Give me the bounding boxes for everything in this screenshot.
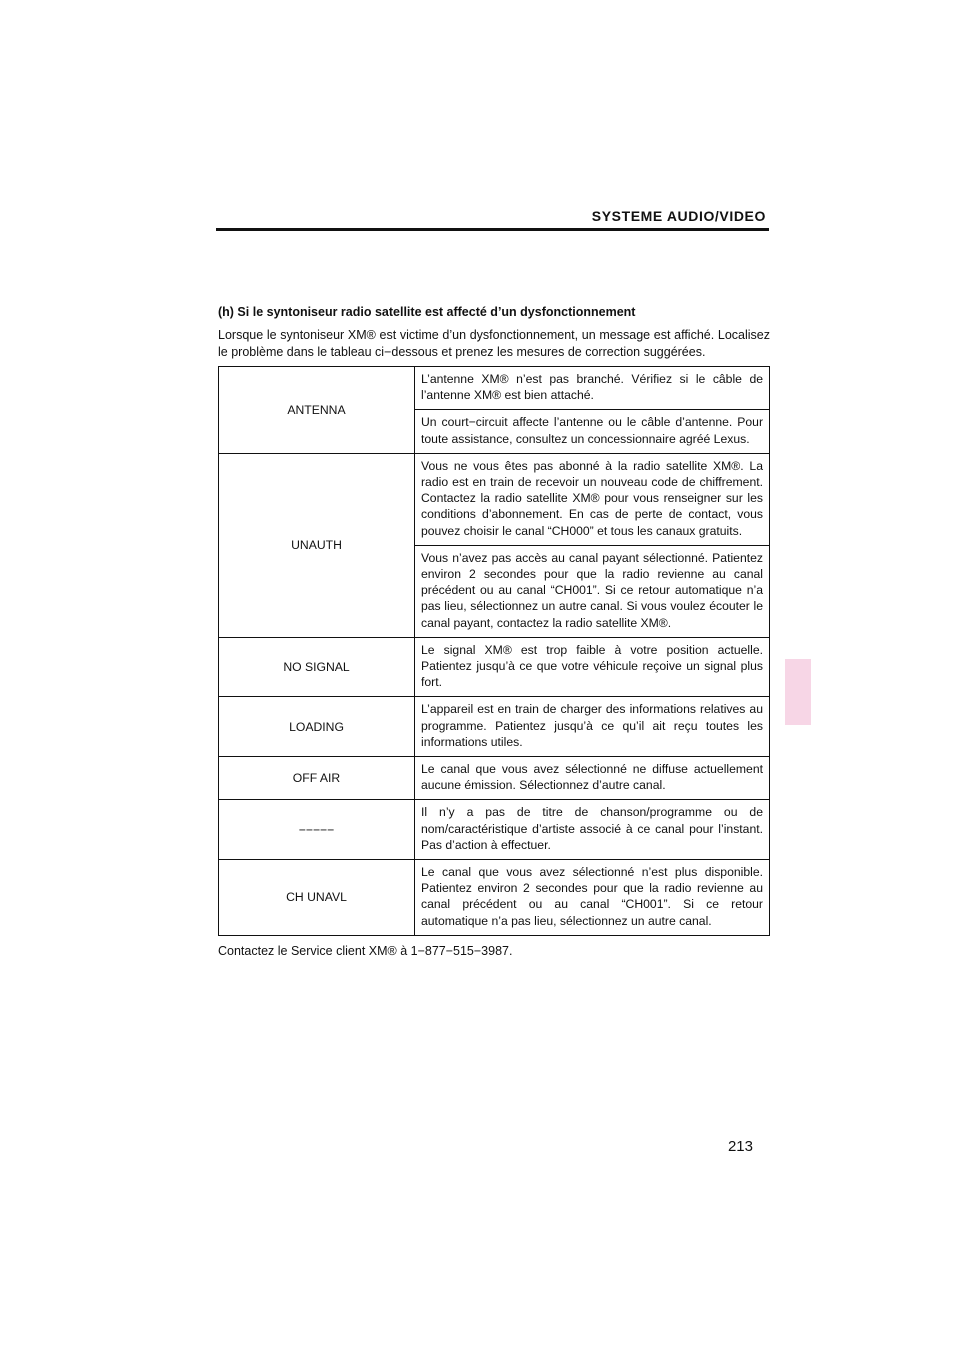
message-description: Vous ne vous êtes pas abonné à la radio satellite XM®. La radio est en train de recevoir un nouveau code de chiffrement. Contactez la radio satellite XM® pour vous renseigner sur les conditions d’abonnement. En cas de perte de contact, vous pouvez choisir le canal “CH000” et tous les canaux gratuits. [415,453,770,545]
message-code: ANTENNA [219,367,415,454]
service-contact-note: Contactez le Service client XM® à 1−877−515−3987. [218,943,513,958]
section-heading: (h) Si le syntoniseur radio satellite est affecté d’un dysfonctionnement [218,305,636,319]
table-row [219,637,770,697]
message-code: UNAUTH [219,453,415,637]
message-code: NO SIGNAL [219,637,415,697]
message-description: Il n’y a pas de titre de chanson/programme ou de nom/caractéristique d’artiste associé à ce canal pour l’instant. Pas d’action à effectuer. [415,800,770,860]
message-description: L’appareil est en train de charger des informations relatives au programme. Patientez jusqu’à ce qu’il ait reçu toutes les informations utiles. [415,697,770,757]
header-rule [216,228,769,231]
message-description: Le signal XM® est trop faible à votre position actuelle. Patientez jusqu’à ce que votre véhicule reçoive un signal plus fort. [415,637,770,697]
section-tab-marker [785,659,811,725]
table-row [219,453,770,545]
message-code: OFF AIR [219,757,415,800]
table-row [219,367,770,410]
message-code: CH UNAVL [219,860,415,936]
message-code: −−−−− [219,800,415,860]
message-description: L’antenne XM® n’est pas branché. Vérifiez si le câble de l’antenne XM® est bien attaché. [415,367,770,410]
message-description: Vous n’avez pas accès au canal payant sélectionné. Patientez environ 2 secondes pour que la radio revienne au canal précédent ou au canal “CH001”. Si ce retour automatique n’a pas lieu, sélectionnez un autre canal. Si vous voulez écouter le canal payant, contactez la radio satellite XM®. [415,545,770,637]
table-row [219,860,770,936]
table-row [219,757,770,800]
message-description: Le canal que vous avez sélectionné ne diffuse actuellement aucune émission. Sélectionnez d’autre canal. [415,757,770,800]
table-row [219,697,770,757]
message-table [218,366,770,936]
message-description: Un court−circuit affecte l’antenne ou le câble d’antenne. Pour toute assistance, consultez un concessionnaire agréé Lexus. [415,410,770,453]
main-content [218,304,770,960]
page-number: 213 [727,1138,753,1155]
table-row [219,800,770,860]
running-header: SYSTEME AUDIO/VIDEO [591,208,766,224]
intro-paragraph: Lorsque le syntoniseur XM® est victime d’un dysfonctionnement, un message est affiché. Localisez le problème dans le tableau ci−dessous et prenez les mesures de correction suggérées. [218,328,770,359]
message-description: Le canal que vous avez sélectionné n’est plus disponible. Patientez environ 2 secondes pour que la radio revienne au canal précédent ou au canal “CH001”. Si ce retour automatique n’a pas lieu, sélectionnez un autre canal. [415,860,770,936]
message-code: LOADING [219,697,415,757]
